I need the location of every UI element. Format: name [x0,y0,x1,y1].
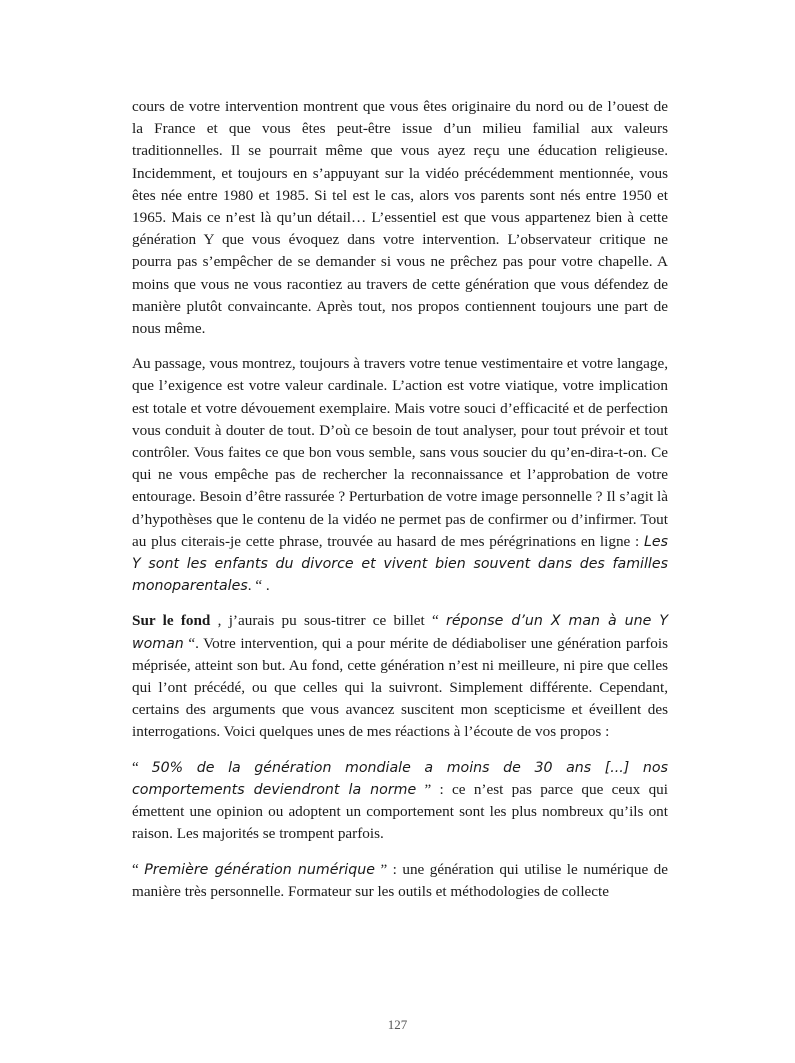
paragraph-2-tail: . “ . [247,577,270,595]
paragraph-1-text: cours de votre intervention montrent que vous êtes originaire du nord ou de l’ouest de la France et que vous êtes peut-être issue d’un milieu familial aux valeurs traditionnelles. Il se pourrait même que vous ayez reçu une éducation religieuse. Incidemment, et toujours en s’appuyant sur la vidéo précédemment mentionnée, vous êtes née entre 1980 et 1985. Si tel est le cas, alors vos parents sont nés entre 1950 et 1965. Mais ce n’est là qu’un détail… L’essentiel est que vous appartenez bien à cette génération Y que vous évoquez dans votre intervention. L’observateur critique ne pourra pas s’empêcher de se demander si vous ne prêchez pas pour votre chapelle. A moins que vous ne vous racontiez au travers de cette génération que vous défendez de manière plutôt convaincante. Après tout, nos propos contiennent toujours une part de nous même. [132,98,668,338]
paragraph-1 [132,96,668,340]
paragraph-3-part-a: , j’aurais pu sous-titrer ce billet “ [210,612,447,630]
digital-generation-quote: Première génération numérique [144,861,375,878]
majority-quote: 50% de la génération mondiale a moins de 30 ans [...] nos comportements deviendront la norme [132,759,668,798]
paragraph-5-rest: ” : une génération qui utilise le numérique de manière très personnelle. Formateur sur les outils et méthodologies de collecte [132,860,668,900]
subtitle-quote: réponse d’un X man à une Y woman [132,613,669,652]
paragraph-4-open: “ [132,758,152,776]
paragraph-3-part-b: “. Votre intervention, qui a pour mérite de dédiaboliser une génération parfois méprisée, atteint son but. Au fond, cette génération n’est ni meilleure, ni pire que celles qui l’ont précédé, ou que celles qui la suivront. Simplement différente. Cependant, certains des arguments que vous avancez suscitent mon scepticisme et éveillent des interrogations. Voici quelques unes de mes réactions à l’écoute de vos propos : [132,634,668,741]
paragraph-5 [132,859,668,903]
page-body [132,96,668,916]
paragraph-2 [132,353,668,597]
paragraph-4-rest: ” : ce n’est pas parce que ceux qui émettent une opinion ou adoptent un comportement sont les plus nombreux qu’ils ont raison. Les majorités se trompent parfois. [132,780,668,843]
paragraph-4 [132,757,668,846]
sur-le-fond-heading: Sur le fond [132,612,211,630]
paragraph-2-text: Au passage, vous montrez, toujours à travers votre tenue vestimentaire et votre langage, que l’exigence est votre valeur cardinale. L’action est votre viatique, votre implication est totale et votre dévouement exemplaire. Mais votre souci d’efficacité et de perfection vous conduit à douter de tout. D’où ce besoin de tout analyser, pour tout prévoir et tout contrôler. Vous faites ce que bon vous semble, sans vous soucier du qu’en-dira-t-on. Ce qui ne vous empêche pas de rechercher la reconnaissance et l’approbation de votre entourage. Besoin d’être rassurée ? Perturbation de votre image personnelle ? Il s’agit là d’hypothèses que le contenu de la vidéo ne permet pas de confirmer ou d’infirmer. Tout au plus citerais-je cette phrase, trouvée au hasard de mes pérégrinations en ligne : [132,355,668,550]
page-number: 127 [387,1017,408,1032]
divorce-quote: Les Y sont les enfants du divorce et vivent bien souvent dans des familles monoparentales [132,533,668,595]
paragraph-5-open: “ [132,860,145,878]
paragraph-3 [132,610,668,743]
